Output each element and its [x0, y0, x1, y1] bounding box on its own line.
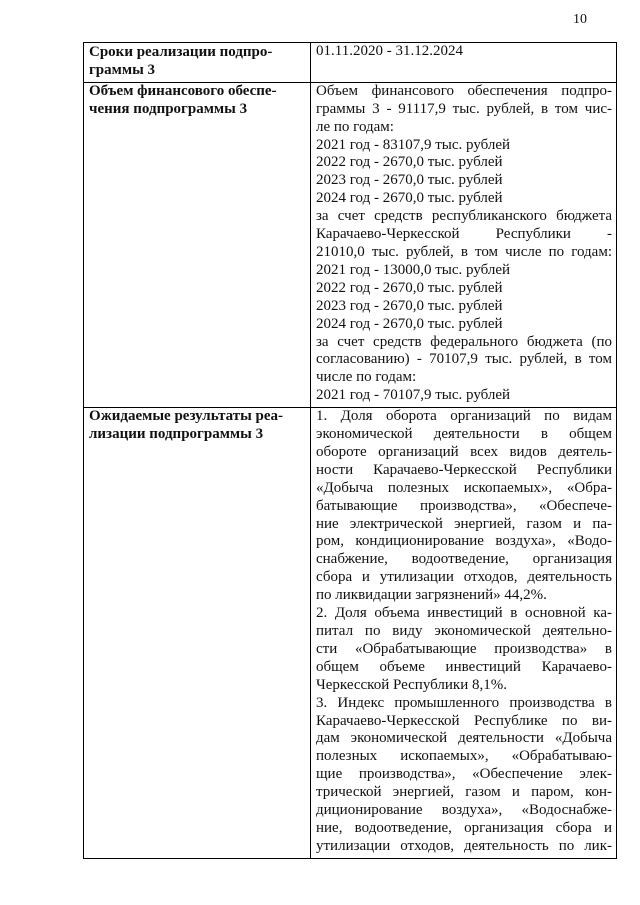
value-line: согласованию) - 70107,9 тыс. рублей, в том — [316, 351, 612, 368]
value-line: 01.11.2020 - 31.12.2024 — [316, 43, 463, 59]
value-line: щие производства», «Обеспечение элек- — [316, 766, 612, 783]
label-line: Объем финансового обеспе- — [89, 82, 277, 99]
label-cell — [84, 43, 311, 83]
value-line: ром, кондиционирование воздуха», «Водо- — [316, 533, 612, 550]
value-line: Карачаево-Черкесской Республике по ви- — [316, 712, 612, 729]
label-line: чения подпрограммы 3 — [89, 100, 248, 117]
value-line: 3. Индекс промышленного производства в — [316, 694, 612, 711]
value-line: 2022 год - 2670,0 тыс. рублей — [316, 279, 503, 296]
value-line: полезных ископаемых», «Обрабатываю- — [316, 748, 612, 765]
value-line: 2024 год - 2670,0 тыс. рублей — [316, 190, 503, 207]
value-line: 2021 год - 83107,9 тыс. рублей — [316, 136, 511, 153]
value-line: числе по годам: — [316, 369, 417, 386]
value-line: диционирование воздуха», «Водоснабже- — [316, 802, 612, 819]
value-line: ле по годам: — [316, 118, 394, 135]
value-line: «Добыча полезных ископаемых», «Обра- — [316, 479, 612, 496]
value-line: сти «Обрабатывающие производства» в — [316, 640, 612, 657]
value-line: 2021 год - 13000,0 тыс. рублей — [316, 261, 511, 278]
label-line: Сроки реализации подпро- — [89, 44, 273, 60]
label-cell — [84, 408, 311, 859]
value-line: трической энергией, газом и паром, кон- — [316, 784, 612, 801]
value-line: батывающие производства», «Обеспече- — [316, 497, 612, 514]
table-row-funding — [84, 82, 617, 407]
label-line: лизации подпрограммы 3 — [89, 426, 264, 443]
label-line: граммы 3 — [89, 61, 156, 78]
value-line: снабжение, водоотведение, организация — [316, 551, 612, 568]
value-line: за счет средств республиканского бюджета — [316, 208, 612, 225]
value-line: 2022 год - 2670,0 тыс. рублей — [316, 154, 503, 171]
value-line: 2024 год - 2670,0 тыс. рублей — [316, 315, 503, 332]
value-line: Объем финансового обеспечения подпро- — [316, 82, 612, 99]
value-line: 2021 год - 70107,9 тыс. рублей — [316, 387, 511, 404]
value-line: 2023 год - 2670,0 тыс. рублей — [316, 172, 503, 189]
value-line: граммы 3 - 91117,9 тыс. рублей, в том чис- — [316, 100, 612, 117]
table-row-term — [84, 43, 617, 83]
value-cell — [311, 408, 617, 859]
value-line: ние электрической энергией, газом и па- — [316, 515, 612, 532]
value-line: 2. Доля объема инвестиций в основной ка- — [316, 605, 612, 622]
value-line: дам экономической деятельности «Добыча — [316, 730, 612, 747]
value-line: утилизации отходов, деятельность по лик- — [316, 837, 612, 854]
value-line: 2023 год - 2670,0 тыс. рублей — [316, 297, 503, 314]
value-line: по ликвидации загрязнений» 44,2%. — [316, 587, 547, 604]
table-row-results — [84, 408, 617, 859]
value-line: сбора и утилизации отходов, деятельность — [316, 569, 612, 586]
label-cell — [84, 82, 311, 407]
value-line: общем объеме инвестиций Карачаево- — [316, 658, 612, 675]
value-line: Карачаево-Черкесской Республики - — [316, 226, 612, 243]
value-line: 1. Доля оборота организаций по видам — [316, 408, 612, 425]
value-cell — [311, 43, 617, 83]
value-line: 21010,0 тыс. рублей, в том числе по годам: — [316, 243, 612, 260]
value-line: за счет средств федерального бюджета (по — [316, 333, 612, 350]
value-line: питал по виду экономической деятельно- — [316, 623, 612, 639]
value-line: обороте организаций всех видов деятель- — [316, 443, 612, 460]
page-number: 10 — [573, 12, 587, 27]
value-cell — [311, 82, 617, 407]
value-line: ности Карачаево-Черкесской Республики — [316, 461, 612, 478]
subprogram-passport-table — [83, 42, 617, 859]
value-line: экономической деятельности в общем — [316, 426, 612, 443]
label-line: Ожидаемые результаты реа- — [89, 408, 284, 425]
value-line: Черкесской Республики 8,1%. — [316, 676, 507, 693]
value-line: ние, водоотведение, организация сбора и — [316, 819, 612, 836]
